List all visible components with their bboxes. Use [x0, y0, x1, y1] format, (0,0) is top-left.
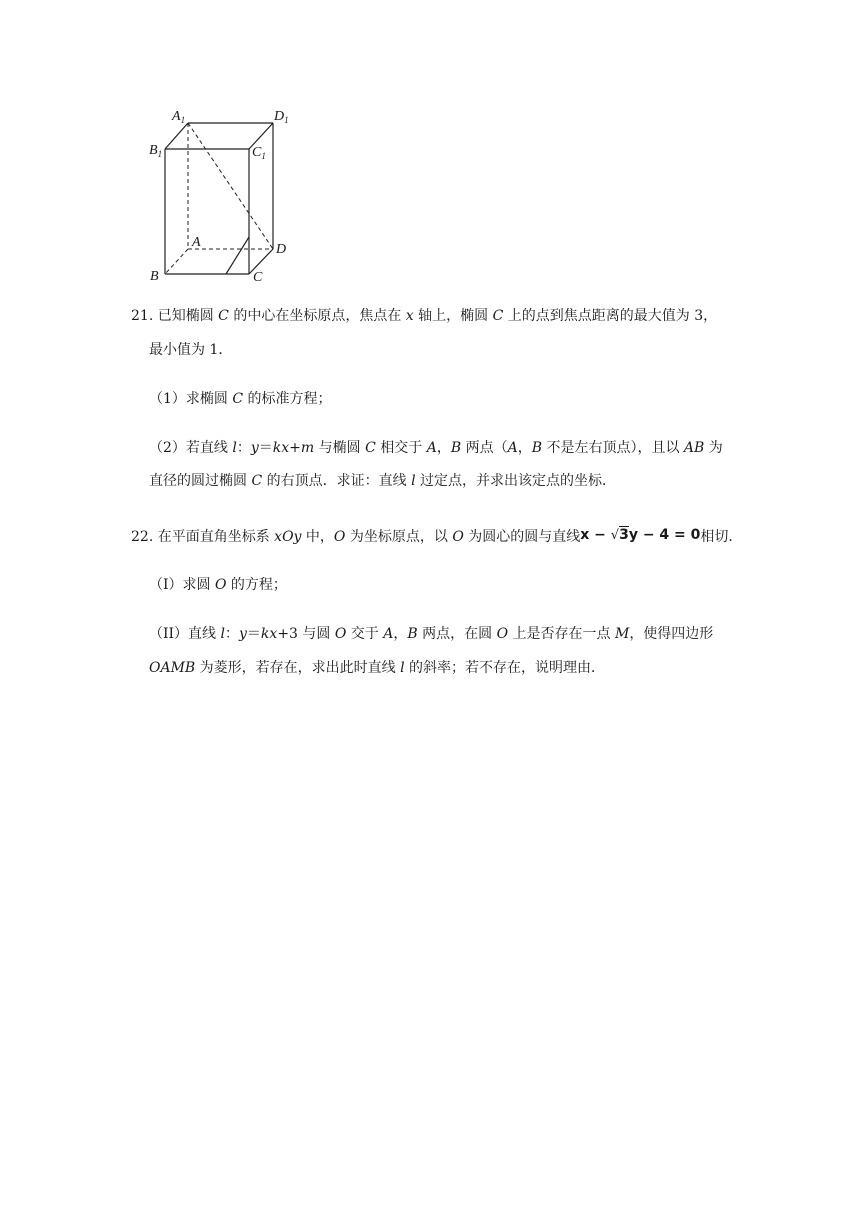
label-c: C	[253, 270, 263, 285]
q22-part2-line1: （II）直线 l：y＝kx+3 与圆 O 交于 A，B 两点，在圆 O 上是否存在一点 M，使得四边形	[149, 626, 714, 642]
q21-part1: （1）求椭圆 C 的标准方程；	[149, 391, 332, 407]
q22-line1: 22. 在平面直角坐标系 xOy 中，O 为坐标原点，以 O 为圆心的圆与直线x − √3y − 4 = 0相切．	[131, 527, 743, 545]
edge-a1-b1	[165, 123, 188, 149]
label-b1: $B_1$	[149, 143, 163, 159]
diagonal-a1-d	[188, 123, 273, 249]
q21-part2-line2: 直径的圆过椭圆 C 的右顶点．求证：直线 l 过定点，并求出该定点的坐标．	[149, 473, 617, 489]
hidden-edge-a-b	[165, 249, 188, 274]
q21-part2-line1: （2）若直线 l：y＝kx+m 与椭圆 C 相交于 A，B 两点（A，B 不是左右顶点），且以 AB 为	[149, 440, 723, 456]
label-a1: $A_1$	[172, 109, 186, 125]
q21-number: 21.	[131, 308, 154, 324]
q21-line1: 21. 已知椭圆 C 的中心在坐标原点，焦点在 x 轴上，椭圆 C 上的点到焦点距离的最大值为 3，	[131, 308, 718, 324]
segment-bottom	[226, 237, 249, 274]
q22-part1: （I）求圆 O 的方程；	[149, 577, 287, 593]
line-equation: x − √3y − 4 = 0	[580, 527, 701, 543]
prism-figure	[140, 100, 300, 285]
label-c1: $C_1$	[252, 145, 266, 161]
q22-part2-line2: OAMB 为菱形，若存在，求出此时直线 l 的斜率；若不存在，说明理由．	[149, 660, 606, 676]
label-d: D	[276, 242, 287, 257]
q22-number: 22.	[131, 529, 154, 545]
label-a: A	[192, 235, 201, 250]
label-b: B	[150, 269, 159, 284]
q21-line2: 最小值为 1．	[149, 342, 233, 358]
label-d1: $D_1$	[274, 109, 289, 125]
